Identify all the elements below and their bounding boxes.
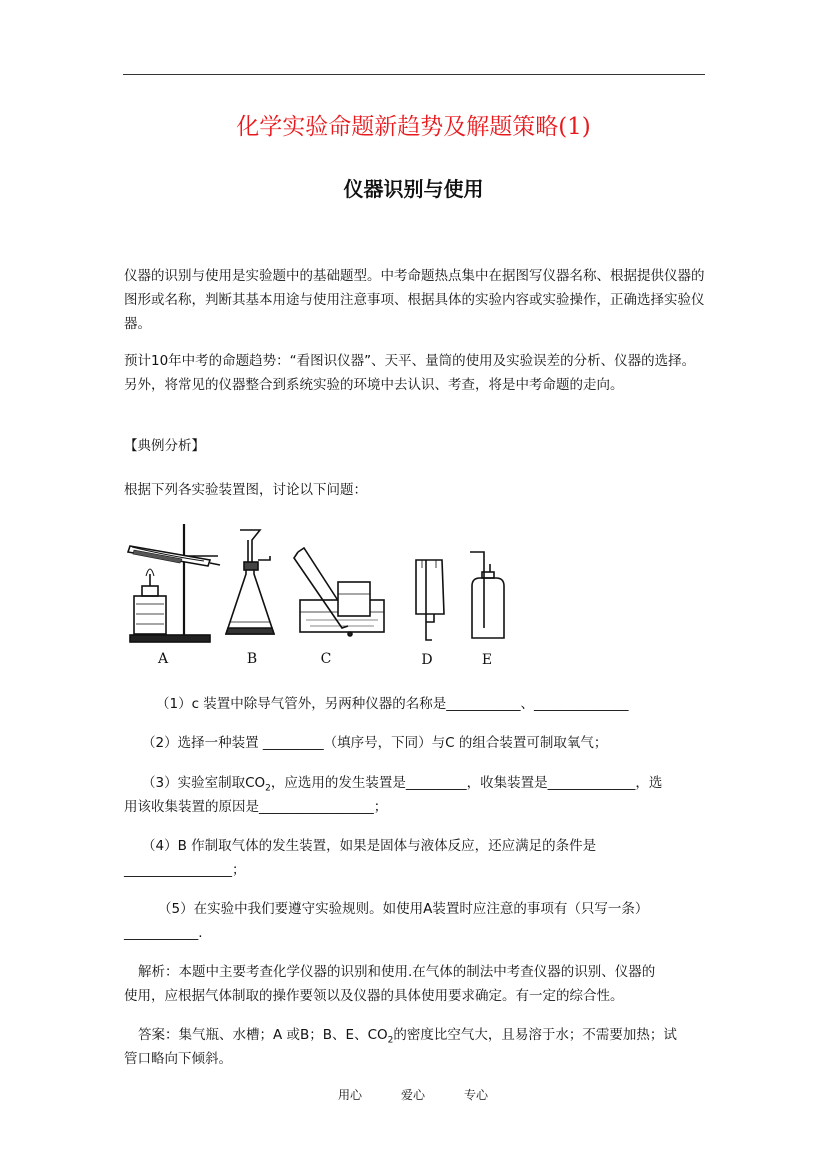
apparatus-e	[470, 552, 504, 638]
analysis-line-2: 使用，应根据气体制取的操作要领以及仪器的具体使用要求确定。有一定的综合性。	[124, 988, 624, 1004]
question-4-line-2: ________________；	[124, 862, 246, 878]
question-3-line-2: 用该收集装置的原因是_________________；	[124, 799, 388, 815]
intro-paragraph-2: 预计10年中考的命题趋势：“看图识仪器”、天平、量筒的使用及实验误差的分析、仪器的选择。另外，将常见的仪器整合到系统实验的环境中去认识、考查，将是中考命题的走向。	[124, 353, 696, 393]
question-5-line-2: ___________.	[124, 925, 203, 941]
question-intro: 根据下列各实验装置图，讨论以下问题：	[124, 482, 367, 498]
apparatus-c	[294, 548, 384, 636]
question-2: （2）选择一种装置 _________（填序号，下同）与C 的组合装置可制取氧气；	[142, 735, 608, 751]
section-heading: 【典例分析】	[124, 438, 205, 454]
header-rule	[123, 74, 705, 75]
document-subtitle: 仪器识别与使用	[343, 177, 484, 201]
answer-line-2: 管口略向下倾斜。	[124, 1051, 232, 1067]
apparatus-a	[128, 524, 220, 642]
figure-label-e: E	[481, 652, 493, 668]
analysis-line-1: 解析：本题中主要考查化学仪器的识别和使用.在气体的制法中考查仪器的识别、仪器的	[138, 964, 656, 980]
figure-label-a: A	[157, 651, 169, 667]
question-3-line-1: （3）实验室制取$CO_2$，应选用的发生装置是_________，收集装置是_____________，选	[142, 775, 663, 794]
question-4-line-1: （4）B 作制取气体的发生装置，如果是固体与液体反应，还应满足的条件是	[142, 838, 597, 854]
question-5-line-1: （5）在实验中我们要遵守实验规则。如使用A装置时应注意的事项有（只写一条）	[158, 901, 649, 917]
figure-label-c: C	[320, 651, 332, 667]
apparatus-figure	[122, 516, 512, 672]
apparatus-d	[416, 560, 444, 640]
answer-line-1: 答案：集气瓶、水槽；A 或B；B、E、$CO_2$的密度比空气大，且易溶于水；不需要加热；试	[138, 1027, 677, 1046]
question-1: （1）c 装置中除导气管外，另两种仪器的名称是___________、______________	[156, 696, 629, 712]
footer-text-1: 用心	[338, 1088, 363, 1102]
footer-text-2: 爱心	[401, 1088, 426, 1102]
figure-label-d: D	[421, 652, 433, 668]
document-title: 化学实验命题新趋势及解题策略(1)	[236, 114, 591, 140]
intro-paragraph-1: 仪器的识别与使用是实验题中的基础题型。中考命题热点集中在据图写仪器名称、根据提供仪器的图形或名称，判断其基本用途与使用注意事项、根据具体的实验内容或实验操作，正确选择实验仪器。	[124, 268, 705, 332]
footer-text-3: 专心	[464, 1088, 489, 1102]
apparatus-b	[226, 530, 274, 634]
figure-label-b: B	[246, 651, 258, 667]
